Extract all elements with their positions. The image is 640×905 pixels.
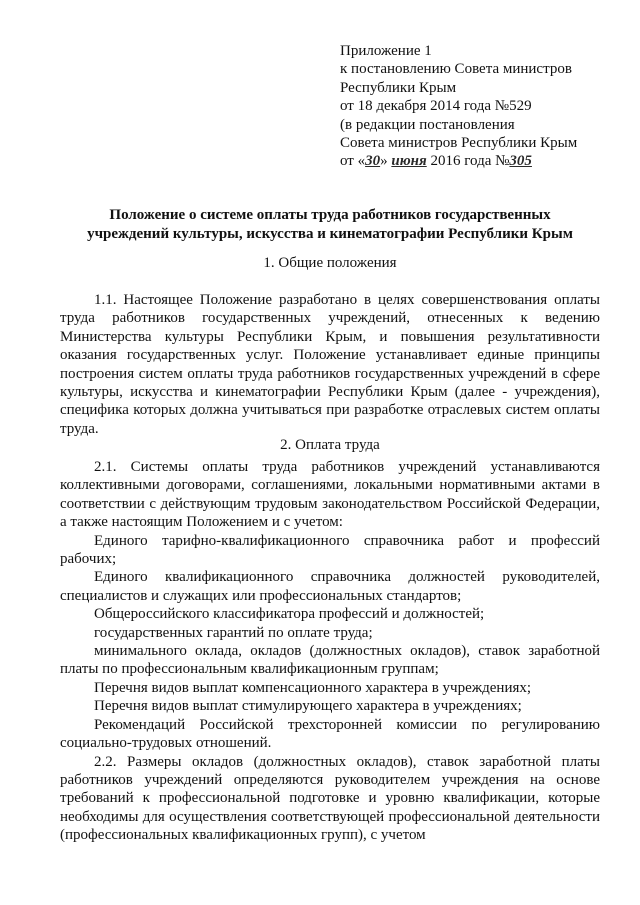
list-item: Перечня видов выплат стимулирующего характера в учреждениях;	[94, 698, 522, 715]
list-item: государственных гарантий по оплате труда;	[94, 624, 373, 641]
paragraph: 2.2. Размеры окладов (должностных окладов), ставок заработной платы работников учреждений определяются руководителем учреждения на основе требований к профессиональной подготовке и уровню квалификации, которые необходимы для осуществления соответствующей профессиональной деятельности (профессиональных квалификационных групп), с учетом	[60, 753, 600, 844]
list-item: минимального оклада, окладов (должностных окладов), ставок заработной платы по профессиональным квалификационным группам;	[60, 643, 600, 678]
list-item: Рекомендаций Российской трехсторонней комиссии по регулированию социально-трудовых отношений.	[60, 716, 600, 752]
section1-body	[60, 291, 600, 438]
paragraph: 2.1. Системы оплаты труда работников учреждений устанавливаются коллективными договорами, соглашениями, локальными нормативными актами в соответствии с действующим трудовым законодательством Российской Федерации, а также настоящим Положением и с учетом:	[60, 459, 600, 531]
appendix-line: к постановлению Совета министров	[340, 61, 572, 78]
date-prefix: от «	[340, 153, 366, 170]
handwritten-day: 30	[365, 153, 381, 170]
appendix-line: (в редакции постановления	[340, 116, 515, 133]
date-mid: »	[380, 153, 392, 170]
handwritten-number: 305	[509, 153, 532, 170]
list-item: Единого тарифно-квалификационного справочника работ и профессий рабочих;	[60, 532, 600, 568]
appendix-line: от 18 декабря 2014 года №529	[340, 98, 532, 115]
appendix-header	[340, 42, 630, 171]
appendix-line: Приложение 1	[340, 43, 432, 59]
list-item: Общероссийского классификатора профессий и должностей;	[94, 606, 485, 623]
appendix-line: Совета министров Республики Крым	[340, 135, 578, 152]
appendix-line: Республики Крым	[340, 79, 457, 96]
date-year: 2016 года №	[426, 153, 510, 170]
section2-body	[60, 458, 600, 845]
section-heading: 2. Оплата труда	[280, 437, 380, 453]
handwritten-month: июня	[391, 153, 427, 170]
title-line: Положение о системе оплаты труда работников государственных	[109, 207, 551, 223]
list-item: Единого квалификационного справочника должностей руководителей, специалистов и служащих или профессиональных стандартов;	[60, 569, 600, 604]
appendix-date-line	[340, 152, 630, 170]
paragraph: 1.1. Настоящее Положение разработано в целях совершенствования оплаты труда работников государственных учреждений, отнесенных к ведению Министерства культуры Республики Крым, и повышения результативности оказания государственных услуг. Положение устанавливает единые принципы построения систем оплаты труда работников государственных учреждений в сфере культуры, искусства и кинематографии Республики Крым (далее - учреждения), специфика которых должна учитываться при разработке отраслевых систем оплаты труда.	[60, 292, 600, 437]
title-line: учреждений культуры, искусства и кинематографии Республики Крым	[87, 226, 573, 242]
document-title	[60, 206, 600, 244]
section-heading: 1. Общие положения	[263, 255, 397, 271]
list-item: Перечня видов выплат компенсационного характера в учреждениях;	[94, 679, 532, 696]
